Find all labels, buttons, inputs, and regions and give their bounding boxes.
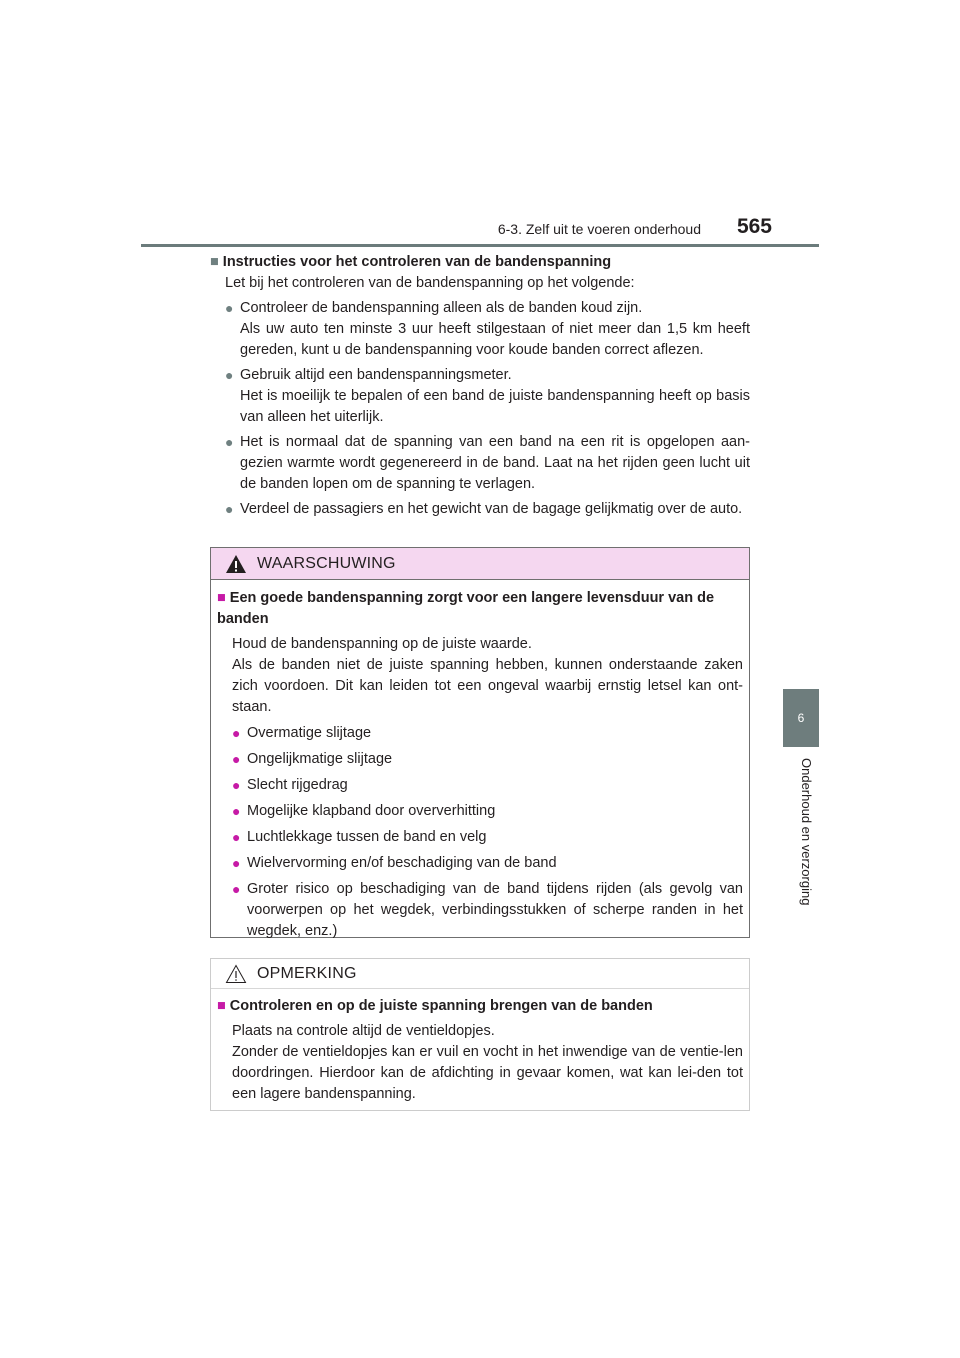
bullet-icon: ●	[232, 725, 241, 741]
list-item	[232, 723, 743, 744]
list-item	[232, 749, 743, 770]
section-marker: ■	[217, 998, 226, 1014]
list-item	[232, 775, 743, 796]
section-marker: ■	[217, 590, 226, 606]
warning-list	[232, 723, 743, 942]
list-item-text: Slecht rijgedrag	[247, 777, 348, 793]
list-item	[225, 432, 750, 495]
warning-box	[210, 547, 750, 938]
chapter-number: 6	[797, 711, 805, 725]
bullet-icon: ●	[225, 300, 234, 316]
caution-triangle-icon	[225, 964, 247, 984]
list-item-text: Ongelijkmatige slijtage	[247, 751, 393, 767]
list-item-text: Mogelijke klapband door oververhitting	[247, 803, 496, 819]
warning-body	[211, 580, 749, 942]
warning-heading	[217, 588, 743, 630]
bullet-icon: ●	[225, 367, 234, 383]
section-marker: ■	[210, 254, 219, 270]
section-heading-text: Instructies voor het controleren van de bandenspanning	[222, 254, 612, 270]
list-item	[232, 827, 743, 848]
warning-heading-text: Een goede bandenspanning zorgt voor een langere levensduur van de banden	[217, 590, 715, 627]
bullet-icon: ●	[232, 855, 241, 871]
warning-intro-1: Houd de bandenspanning op de juiste waarde.	[232, 636, 532, 652]
list-item-lead: Gebruik altijd een bandenspanningsmeter.	[240, 367, 512, 383]
notice-text-1: Plaats na controle altijd de ventieldopjes.	[232, 1023, 495, 1039]
notice-body	[211, 989, 749, 1105]
warning-title: WAARSCHUWING	[257, 554, 396, 572]
chapter-tab	[783, 689, 819, 747]
list-item-lead: Het is normaal dat de spanning van een band na een rit is opgelopen aan-gezien warmte wordt gegenereerd in de band. Laat na het rijden geen lucht uit de banden lopen om de spanning te verlagen.	[240, 434, 750, 492]
check-list	[225, 298, 750, 520]
list-item	[232, 879, 743, 942]
notice-box	[210, 958, 750, 1111]
bullet-icon: ●	[232, 751, 241, 767]
header-rule	[141, 244, 819, 247]
bullet-icon: ●	[232, 803, 241, 819]
list-item-text: Wielvervorming en/of beschadiging van de band	[247, 855, 557, 871]
list-item-text: Groter risico op beschadiging van de band tijdens rijden (als gevolg van voorwerpen op het wegdek, verbindingsstukken of scherpe randen in het wegdek, enz.)	[247, 881, 743, 939]
list-item	[232, 853, 743, 874]
main-content	[210, 252, 750, 520]
bullet-icon: ●	[225, 434, 234, 450]
warning-intro-2: Als de banden niet de juiste spanning hebben, kunnen onderstaande zaken zich voordoen. Dit kan leiden tot een ongeval waarbij ernstig letsel kan ont-staan.	[232, 657, 743, 715]
warning-triangle-icon	[225, 554, 247, 574]
warning-text	[217, 634, 743, 942]
bullet-icon: ●	[232, 829, 241, 845]
running-header: 6-3. Zelf uit te voeren onderhoud	[497, 221, 701, 237]
list-item	[225, 365, 750, 428]
page-number: 565	[736, 215, 772, 238]
bullet-icon: ●	[232, 777, 241, 793]
warning-title-bar	[211, 548, 749, 580]
notice-text-2: Zonder de ventieldopjes kan er vuil en vocht in het inwendige van de ventie-len doordringen. Hierdoor kan de afdichting in gevaar komen, wat kan lei-den tot een lagere bandenspanning.	[232, 1044, 743, 1102]
list-item-lead: Controleer de bandenspanning alleen als de banden koud zijn.	[240, 300, 643, 316]
notice-text	[217, 1021, 743, 1105]
bullet-icon: ●	[232, 881, 241, 897]
list-item-lead: Verdeel de passagiers en het gewicht van de bagage gelijkmatig over de auto.	[240, 501, 743, 517]
list-item	[225, 298, 750, 361]
bullet-icon: ●	[225, 501, 234, 517]
notice-title-bar	[211, 959, 749, 989]
section-heading	[210, 252, 750, 273]
section-intro	[210, 273, 750, 520]
list-item	[225, 499, 750, 520]
list-item-text: Overmatige slijtage	[247, 725, 372, 741]
list-item-detail: Als uw auto ten minste 3 uur heeft stilgestaan of niet meer dan 1,5 km heeft gereden, kunt u de bandenspanning voor koude banden correct aflezen.	[240, 321, 750, 358]
notice-heading-text: Controleren en op de juiste spanning brengen van de banden	[229, 998, 653, 1014]
notice-title: OPMERKING	[257, 964, 357, 982]
section-intro-text: Let bij het controleren van de bandenspanning op het volgende:	[225, 275, 635, 291]
list-item	[232, 801, 743, 822]
chapter-title: Onderhoud en verzorging	[799, 758, 814, 906]
notice-heading	[217, 996, 743, 1017]
list-item-detail: Het is moeilijk te bepalen of een band de juiste bandenspanning heeft op basis van alleen het uiterlijk.	[240, 388, 750, 425]
list-item-text: Luchtlekkage tussen de band en velg	[247, 829, 487, 845]
